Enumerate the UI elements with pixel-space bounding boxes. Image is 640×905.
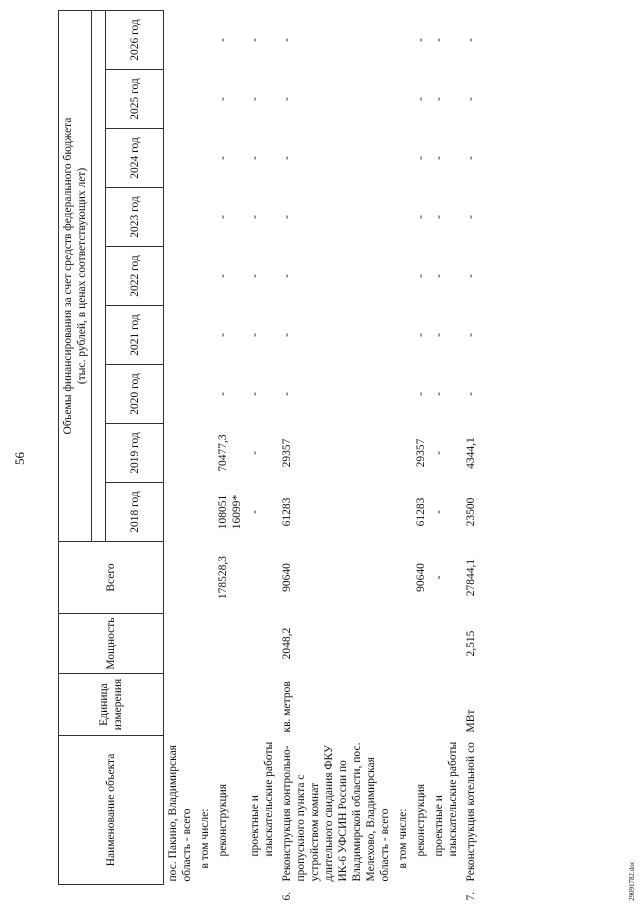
header-year: 2024 год <box>106 129 164 188</box>
row-name-text: Реконструкция котельной со <box>465 742 477 882</box>
row-capacity <box>430 614 462 674</box>
row-name <box>412 736 430 885</box>
header-year: 2025 год <box>106 70 164 129</box>
row-year-value: - <box>415 333 427 337</box>
row-year-value <box>394 365 412 424</box>
header-funding-title <box>59 11 92 542</box>
row-year-value: - <box>249 333 261 337</box>
table-row <box>164 11 197 885</box>
row-year-value: - <box>465 392 477 396</box>
row-total: 27844,1 <box>465 558 477 597</box>
header-year: 2023 год <box>106 188 164 247</box>
table-row <box>430 11 462 885</box>
row-year-value: - <box>433 215 445 219</box>
row-year-value: - <box>465 274 477 278</box>
row-year-value: 108051 16099* <box>217 494 243 530</box>
row-year-value <box>164 188 197 247</box>
row-year-value: - <box>415 97 427 101</box>
row-year-value <box>196 129 214 188</box>
row-year-value: - <box>433 392 445 396</box>
row-year-value: 23500 <box>465 497 477 527</box>
row-name <box>394 736 412 885</box>
row-capacity <box>394 614 412 674</box>
row-index: 6. <box>281 891 293 901</box>
row-year-value: - <box>433 156 445 160</box>
row-year-value <box>196 483 214 542</box>
row-capacity <box>196 614 214 674</box>
row-year-value: - <box>281 156 293 160</box>
row-year-value: - <box>249 274 261 278</box>
row-year-value: - <box>217 392 229 396</box>
row-year-value: - <box>281 38 293 42</box>
table-row <box>246 11 278 885</box>
row-year-value: - <box>465 215 477 219</box>
row-year-value <box>164 424 197 483</box>
row-year-value: - <box>249 451 261 455</box>
row-year-value: - <box>415 274 427 278</box>
row-year-value <box>196 188 214 247</box>
header-unit: Единица измерения <box>59 674 164 736</box>
table-row <box>394 11 412 885</box>
row-total <box>246 542 278 614</box>
row-year-value: 70477,3 <box>217 434 229 472</box>
row-year-value <box>196 11 214 70</box>
row-year-value <box>394 247 412 306</box>
row-total <box>164 542 197 614</box>
table-row <box>462 11 480 885</box>
row-year-value <box>196 306 214 365</box>
row-year-value <box>394 188 412 247</box>
row-unit: кв. метров <box>281 681 293 733</box>
header-year: 2022 год <box>106 247 164 306</box>
header-capacity: Мощность <box>59 614 164 674</box>
row-year-value: - <box>281 97 293 101</box>
row-year-value: 61283 <box>281 497 293 527</box>
row-year-value <box>394 129 412 188</box>
row-year-value <box>196 247 214 306</box>
row-name-text: в том числе: <box>199 808 211 869</box>
row-capacity <box>412 614 430 674</box>
row-name <box>462 736 480 901</box>
row-year-value <box>394 70 412 129</box>
row-unit <box>394 674 412 736</box>
row-name <box>164 736 197 885</box>
row-year-value: - <box>415 38 427 42</box>
table-row <box>412 11 430 885</box>
row-total: - <box>433 575 445 580</box>
row-capacity: 2,515 <box>465 630 477 657</box>
header-year: 2026 год <box>106 11 164 70</box>
row-year-value: - <box>433 97 445 101</box>
header-year: 2021 год <box>106 306 164 365</box>
row-year-value: - <box>415 215 427 219</box>
row-unit <box>164 674 197 736</box>
row-year-value: - <box>281 215 293 219</box>
row-year-value <box>164 129 197 188</box>
row-name-text: проектные и изыскательские работы <box>249 741 275 857</box>
row-year-value: 29357 <box>281 438 293 468</box>
row-unit <box>214 674 246 736</box>
row-year-value: - <box>217 333 229 337</box>
row-year-value: - <box>281 392 293 396</box>
row-name <box>278 736 394 901</box>
header-year: 2020 год <box>106 365 164 424</box>
row-year-value: - <box>433 38 445 42</box>
row-capacity <box>164 614 197 674</box>
row-year-value: - <box>415 392 427 396</box>
row-year-value <box>164 70 197 129</box>
header-year: 2018 год <box>106 483 164 542</box>
row-name <box>214 736 246 885</box>
row-year-value: - <box>249 38 261 42</box>
row-year-value: - <box>465 156 477 160</box>
row-year-value <box>196 424 214 483</box>
row-capacity <box>214 614 246 674</box>
row-year-value <box>394 424 412 483</box>
row-name-text: в том числе: <box>397 808 409 869</box>
row-total <box>394 542 412 614</box>
row-year-value <box>164 365 197 424</box>
row-total <box>196 542 214 614</box>
row-year-value: - <box>249 156 261 160</box>
row-year-value: - <box>217 38 229 42</box>
row-year-value: - <box>249 215 261 219</box>
row-year-value: - <box>281 333 293 337</box>
row-total: 90640 <box>281 563 293 592</box>
row-year-value: - <box>281 274 293 278</box>
row-year-value: - <box>217 156 229 160</box>
row-name-text: реконструкция <box>217 783 229 857</box>
row-unit <box>196 674 214 736</box>
row-name <box>246 736 278 885</box>
table-row <box>214 11 246 885</box>
row-name <box>430 736 462 885</box>
header-year: 2019 год <box>106 424 164 483</box>
row-year-value: 4344,1 <box>465 437 477 469</box>
row-unit <box>430 674 462 736</box>
header-name: Наименование объекта <box>59 736 164 885</box>
funding-subtitle: (тыс. рублей, в ценах соответствующих лет) <box>76 167 88 385</box>
row-year-value: - <box>433 274 445 278</box>
row-index: 7. <box>465 891 477 901</box>
row-name-text: проектные и изыскательские работы <box>433 741 459 857</box>
row-year-value <box>196 365 214 424</box>
row-year-value <box>164 483 197 542</box>
row-year-value: 61283 <box>415 497 427 527</box>
row-year-value: - <box>249 510 261 514</box>
table-row <box>196 11 214 885</box>
row-year-value <box>394 11 412 70</box>
row-year-value: - <box>465 97 477 101</box>
row-year-value <box>196 70 214 129</box>
row-year-value: - <box>249 97 261 101</box>
row-year-value <box>164 247 197 306</box>
row-year-value: - <box>433 333 445 337</box>
row-capacity: 2048,2 <box>281 627 293 660</box>
row-year-value: 29357 <box>415 438 427 468</box>
row-year-value <box>394 483 412 542</box>
footer-filename: 29091782.doc <box>628 861 636 901</box>
row-total: 178528,3 <box>217 555 229 600</box>
page-number: 56 <box>12 452 27 465</box>
row-unit <box>412 674 430 736</box>
row-unit <box>246 674 278 736</box>
row-year-value: - <box>217 274 229 278</box>
row-year-value: - <box>217 97 229 101</box>
row-name <box>196 736 214 885</box>
row-year-value: - <box>217 215 229 219</box>
funding-title: Объемы финансирования за счет средств федерального бюджета <box>62 117 74 435</box>
row-year-value <box>164 306 197 365</box>
row-year-value <box>164 11 197 70</box>
row-year-value: - <box>433 510 445 514</box>
header-total: Всего <box>59 542 164 614</box>
row-unit: МВт <box>465 709 477 733</box>
row-year-value: - <box>465 333 477 337</box>
row-year-value: - <box>249 392 261 396</box>
funding-table <box>58 10 480 901</box>
row-name-text: Реконструкция контрольно-пропускного пункта с устройством комнат длительного свидания ФКУ ИК-6 УФСИН России по Владимирской области, пос. Мелехово, Владимирская область - всего <box>281 742 391 882</box>
row-year-value: - <box>465 38 477 42</box>
row-name-text: реконструкция <box>415 783 427 857</box>
row-total: 90640 <box>415 563 427 592</box>
table-row <box>278 11 394 885</box>
row-name-text: пос. Пакино, Владимирская область - всего <box>167 745 193 882</box>
row-year-value: - <box>415 156 427 160</box>
row-year-value: - <box>433 451 445 455</box>
row-capacity <box>246 614 278 674</box>
row-year-value <box>394 306 412 365</box>
